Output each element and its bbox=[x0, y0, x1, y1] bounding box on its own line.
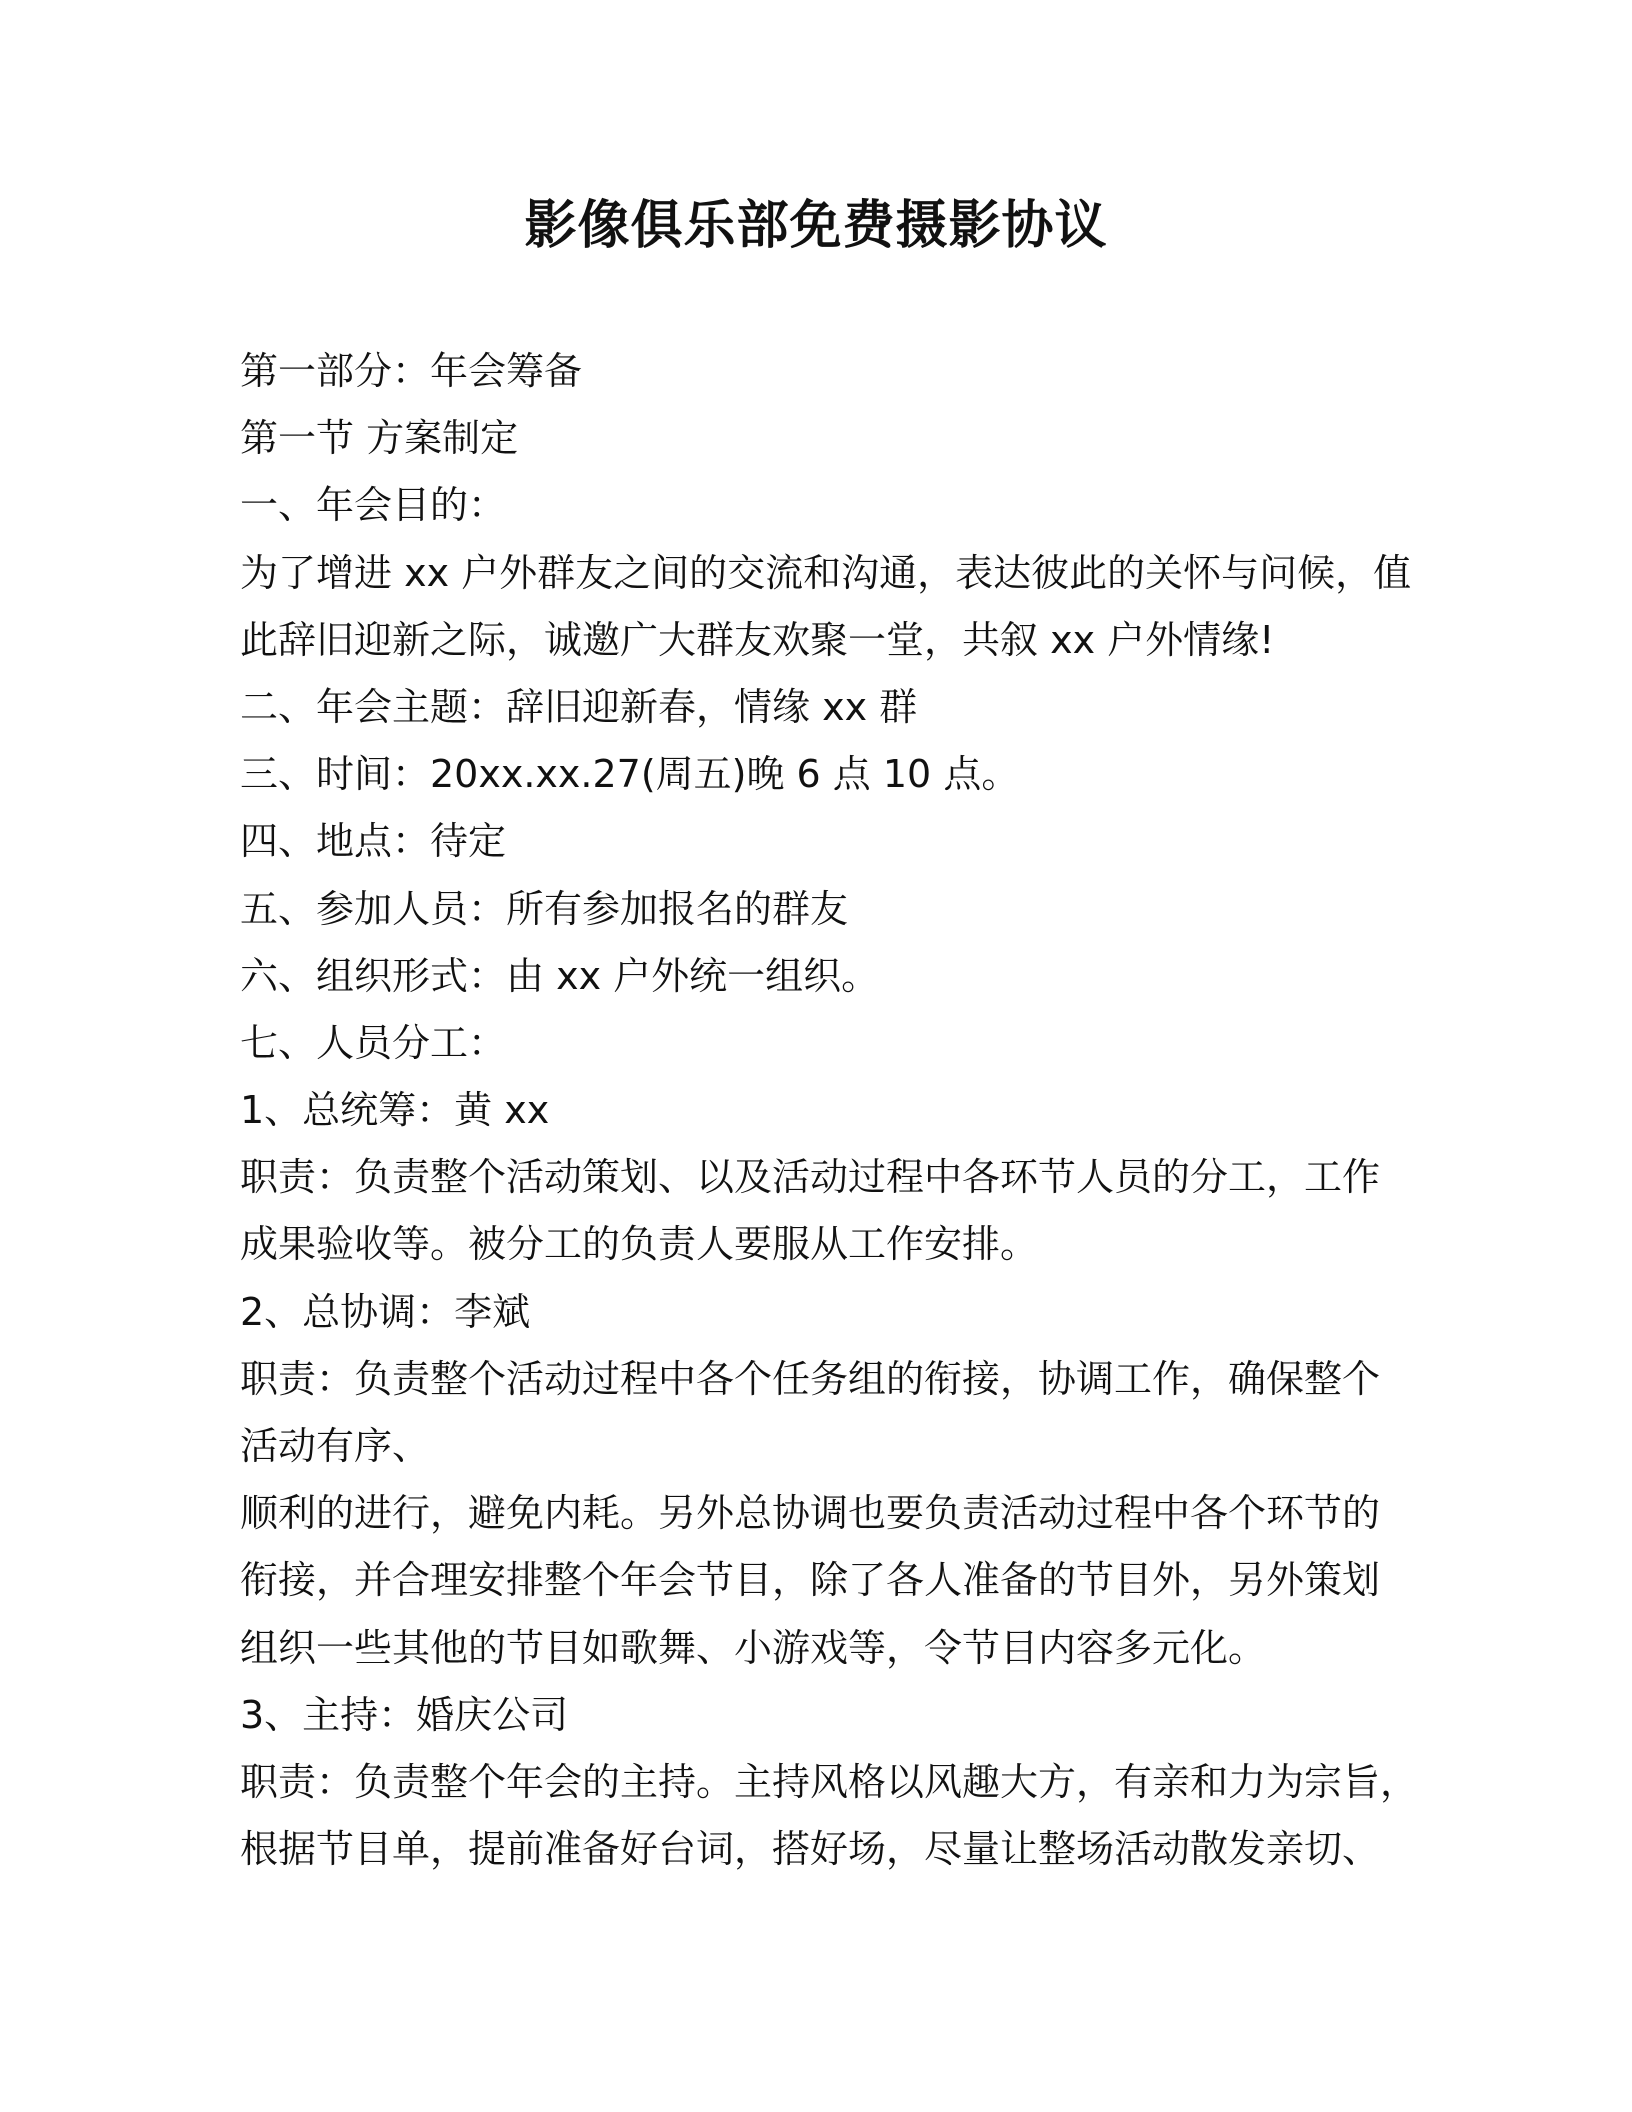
paragraph-line: 成果验收等。被分工的负责人要服从工作安排。 bbox=[240, 1222, 1039, 1267]
item-organization: 六、组织形式：由 xx 户外统一组织。 bbox=[240, 953, 880, 998]
item-staff-heading: 七、人员分工： bbox=[240, 1020, 507, 1065]
paragraph-line: 根据节目单，提前准备好台词，搭好场，尽量让整场活动散发亲切、 bbox=[240, 1827, 1381, 1872]
item-time: 三、时间：20xx.xx.27(周五)晚 6 点 10 点。 bbox=[240, 752, 1020, 797]
paragraph-line: 职责：负责整个活动策划、以及活动过程中各环节人员的分工，工作 bbox=[240, 1155, 1381, 1200]
paragraph-line: 职责：负责整个活动过程中各个任务组的衔接，协调工作，确保整个 bbox=[240, 1356, 1381, 1401]
document-body bbox=[240, 338, 1419, 1883]
paragraph-line: 组织一些其他的节目如歌舞、小游戏等，令节目内容多元化。 bbox=[240, 1625, 1267, 1670]
item-theme: 二、年会主题：辞旧迎新春，情缘 xx 群 bbox=[240, 684, 918, 729]
section-heading-part-one: 第一部分：年会筹备 bbox=[240, 349, 583, 393]
role-coordinator: 2、总协调：李斌 bbox=[240, 1289, 531, 1334]
item-purpose-heading: 一、年会目的： bbox=[240, 483, 507, 528]
document-title: 影像俱乐部免费摄影协议 bbox=[524, 196, 1108, 256]
item-participants: 五、参加人员：所有参加报名的群友 bbox=[240, 886, 849, 931]
paragraph-line: 此辞旧迎新之际，诚邀广大群友欢聚一堂，共叙 xx 户外情缘! bbox=[240, 617, 1275, 662]
role-host: 3、主持：婚庆公司 bbox=[240, 1692, 569, 1737]
paragraph-line: 为了增进 xx 户外群友之间的交流和沟通，表达彼此的关怀与问候，值 bbox=[240, 550, 1412, 595]
paragraph-line: 衔接，并合理安排整个年会节目，除了各人准备的节目外，另外策划 bbox=[240, 1558, 1381, 1603]
section-heading-chapter-one: 第一节 方案制定 bbox=[240, 416, 519, 461]
role-coordinator-general: 1、总统筹：黄 xx bbox=[240, 1088, 550, 1133]
paragraph-line: 顺利的进行，避免内耗。另外总协调也要负责活动过程中各个环节的 bbox=[240, 1491, 1381, 1536]
paragraph-line: 职责：负责整个年会的主持。主持风格以风趣大方，有亲和力为宗旨， bbox=[240, 1759, 1419, 1804]
item-location: 四、地点：待定 bbox=[240, 819, 507, 864]
paragraph-line: 活动有序、 bbox=[240, 1424, 431, 1468]
